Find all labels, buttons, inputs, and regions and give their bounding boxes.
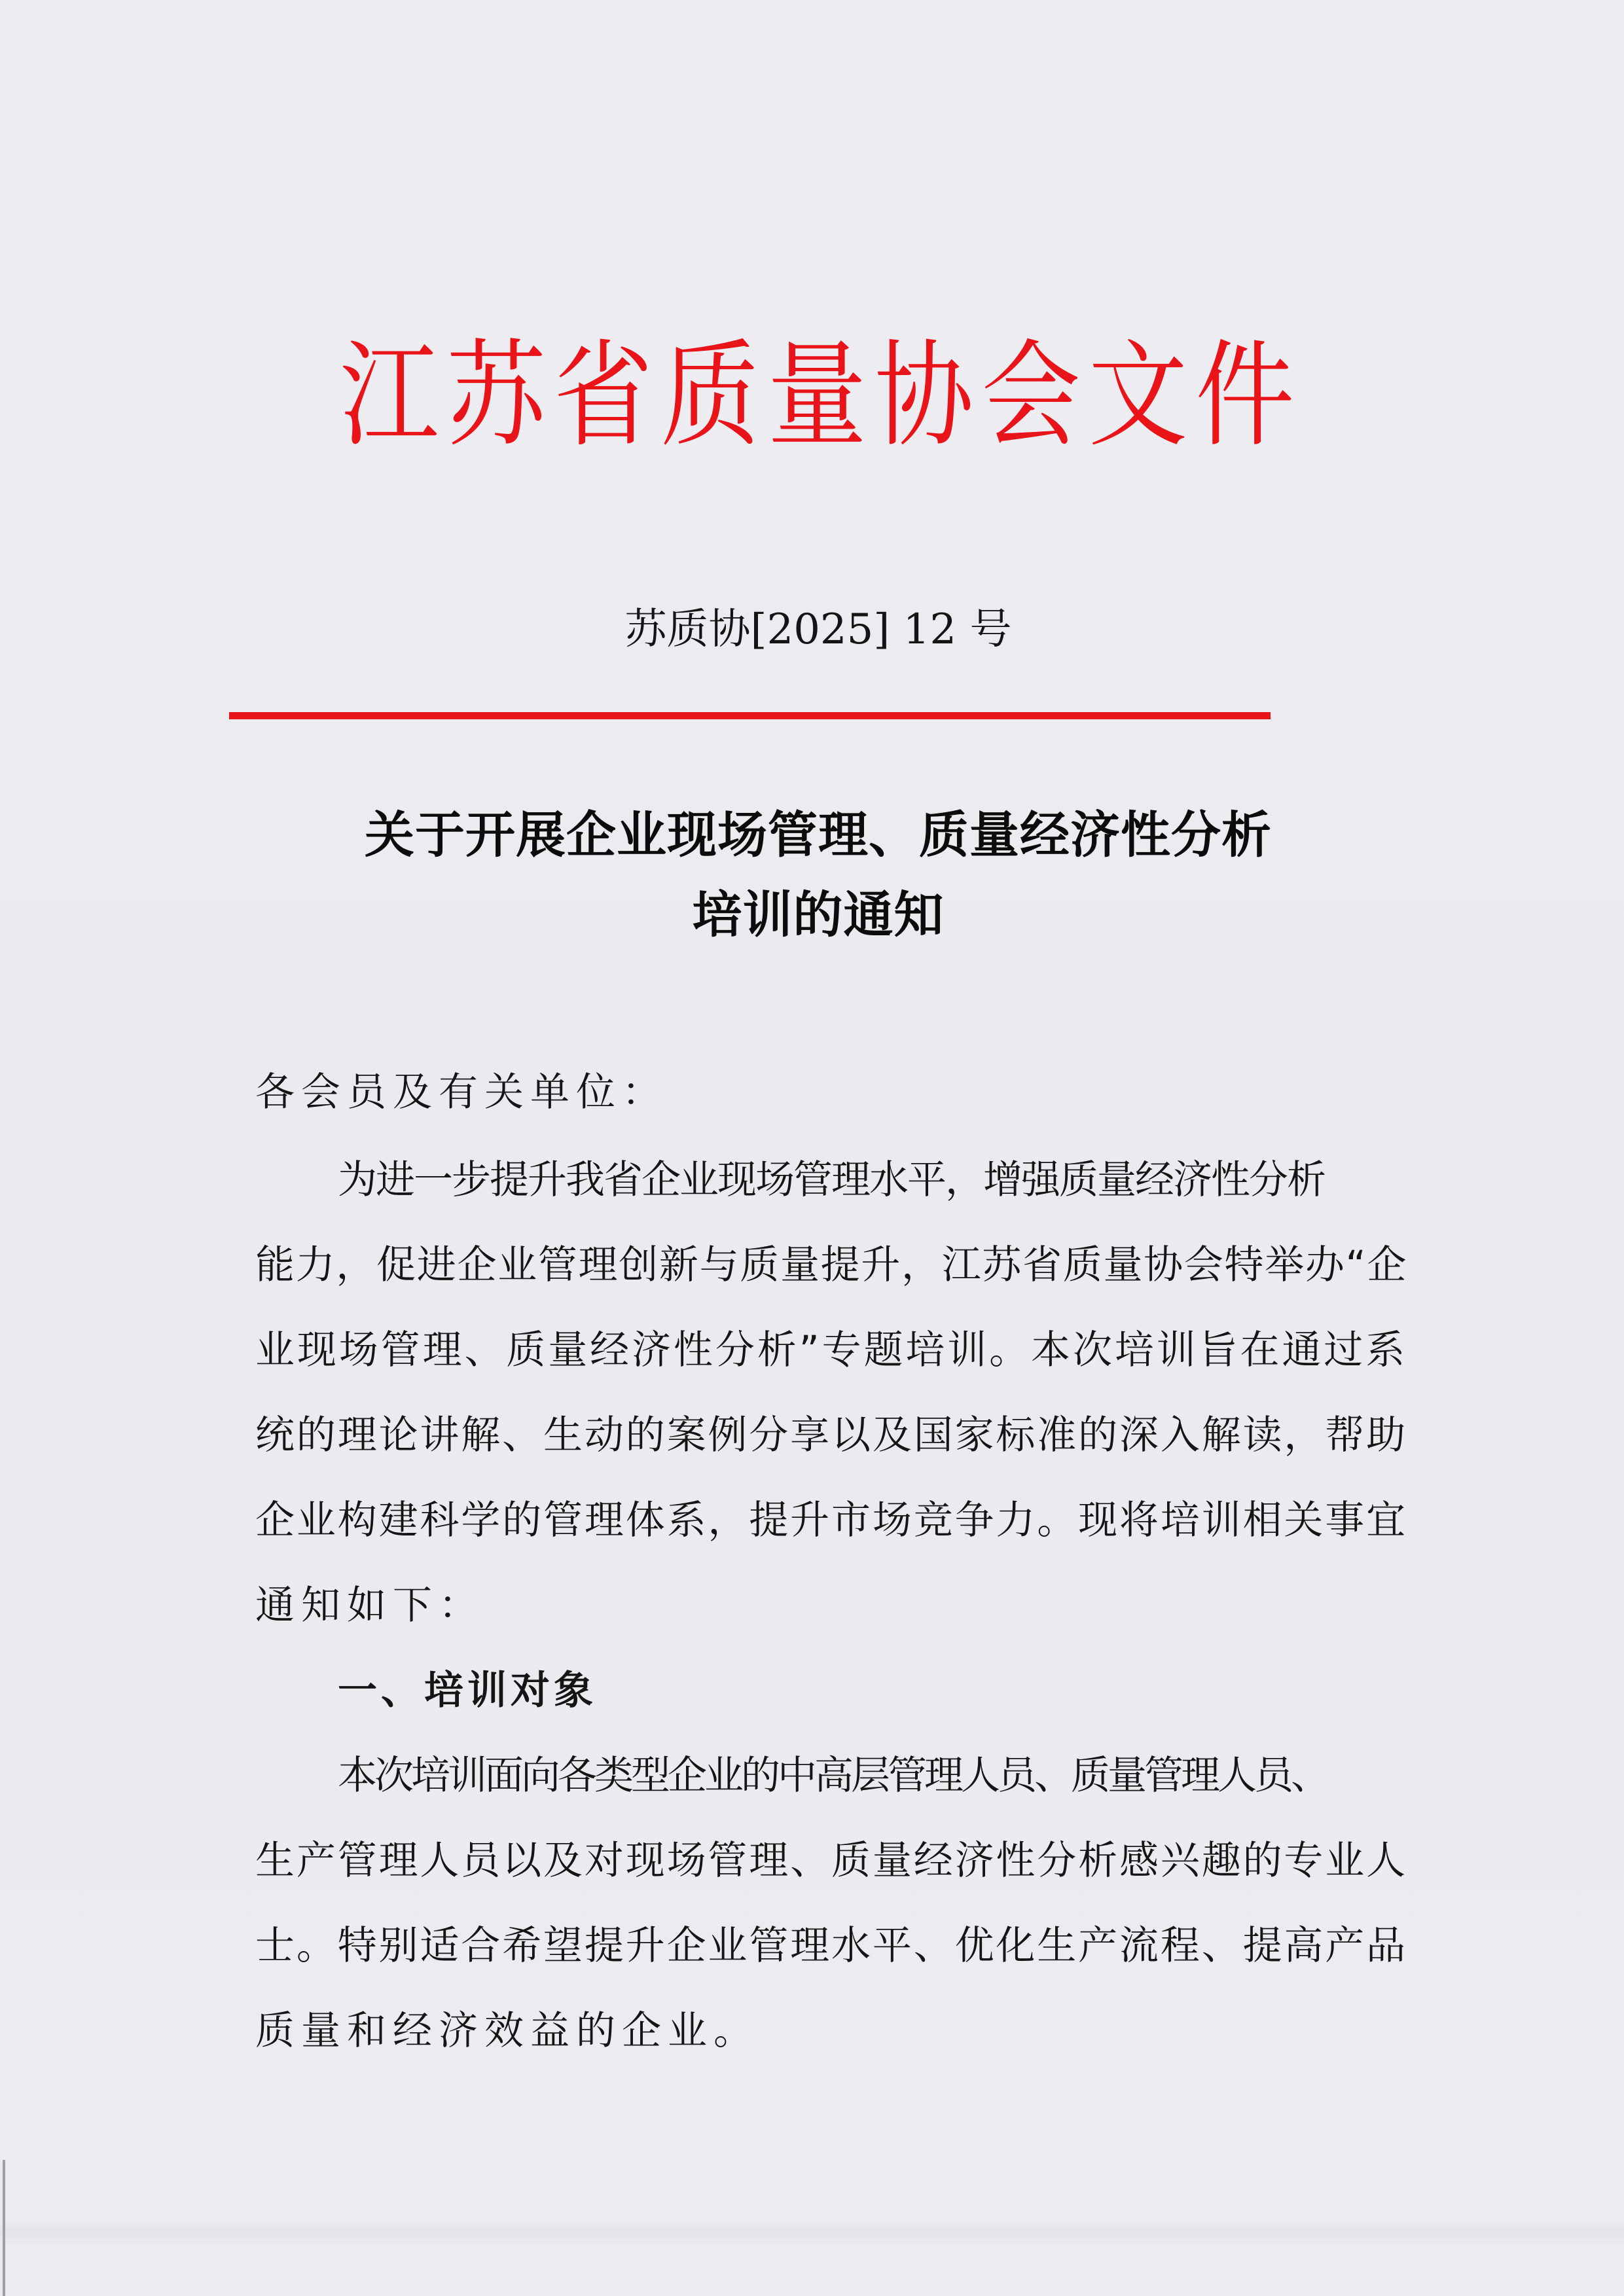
paragraph-line: 企业构建科学的管理体系，提升市场竞争力。现将培训相关事宜 [255,1498,1407,1543]
scan-edge [3,2160,5,2296]
notice-title-line-1: 关于开展企业现场管理、质量经济性分析 [365,806,1272,864]
section-heading-training-target: 一、培训对象 [338,1668,597,1713]
section1-paragraph [255,1733,1407,2073]
salutation: 各会员及有关单位： [255,1069,668,1115]
paragraph-line: 为进一步提升我省企业现场管理水平，增强质量经济性分析 [338,1157,1325,1203]
paragraph-line: 质量和经济效益的企业。 [255,2008,759,2054]
paragraph-line: 本次培训面向各类型企业的中高层管理人员、质量管理人员、 [338,1753,1327,1799]
paragraph-line: 业现场管理、质量经济性分析”专题培训。本次培训旨在通过系 [255,1327,1408,1373]
paragraph-line: 通知如下： [255,1583,484,1628]
notice-title-line-2: 培训的通知 [692,886,945,944]
notice-title [262,795,1375,955]
red-divider-line [229,712,1271,719]
document-number: 苏质协[2025] 12 号 [624,605,1012,654]
paragraph-line: 能力，促进企业管理创新与质量提升，江苏省质量协会特举办“企 [255,1242,1408,1288]
paragraph-line: 生产管理人员以及对现场管理、质量经济性分析感兴趣的专业人 [255,1838,1407,1884]
masthead-title: 江苏省质量协会文件 [340,329,1303,463]
paragraph-line: 士。特别适合希望提升企业管理水平、优化生产流程、提高产品 [255,1923,1407,1969]
intro-paragraph [255,1138,1407,1648]
paragraph-line: 统的理论讲解、生动的案例分享以及国家标准的深入解读，帮助 [255,1412,1407,1458]
notice-body [255,1047,1407,2073]
paper-fold-crease [0,2219,1624,2245]
